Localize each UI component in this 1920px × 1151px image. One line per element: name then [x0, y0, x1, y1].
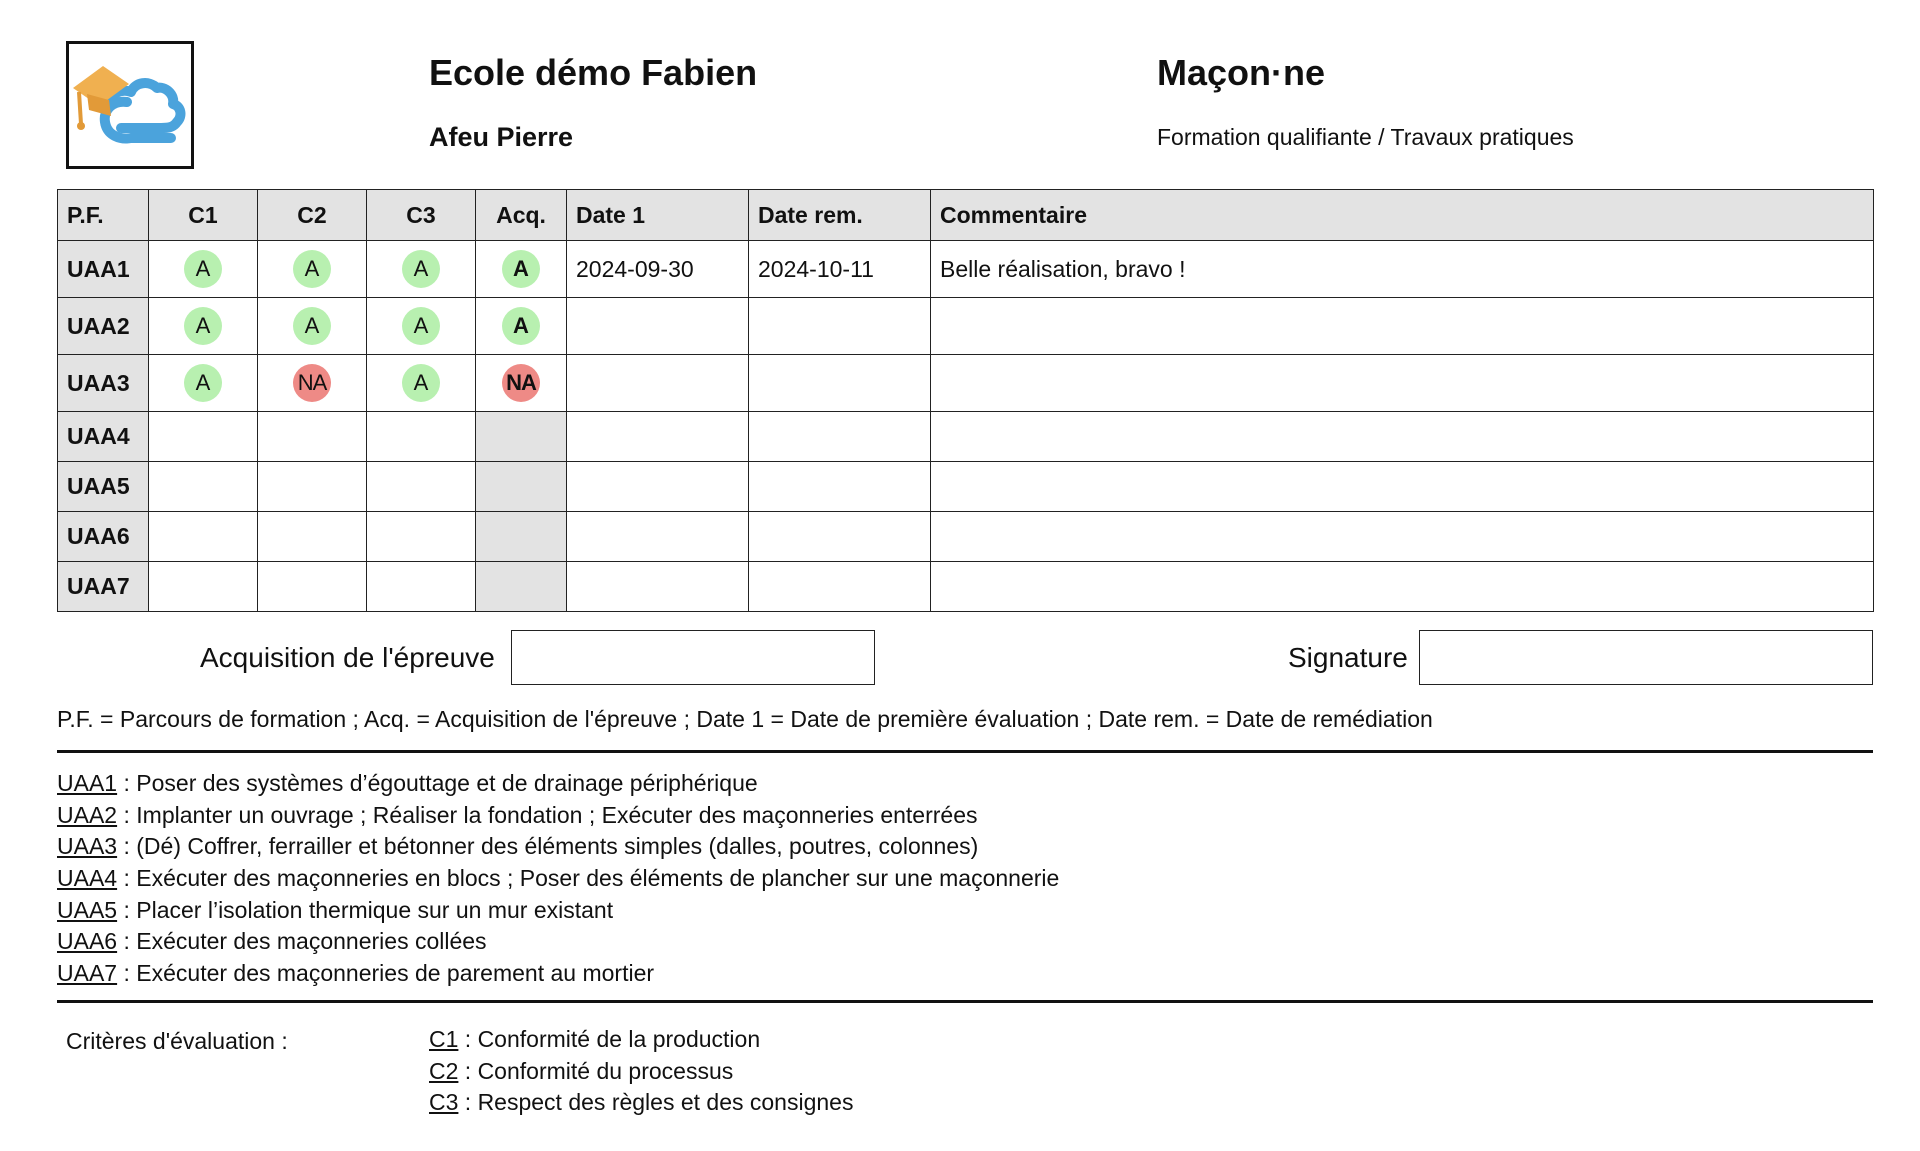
c1-cell[interactable] [149, 562, 258, 612]
c1-cell[interactable] [149, 355, 258, 412]
date1-cell[interactable] [567, 462, 749, 512]
daterem-cell[interactable] [749, 298, 931, 355]
uaa-text: : Placer l’isolation thermique sur un mur existant [117, 896, 614, 923]
acq-cell[interactable] [476, 512, 567, 562]
uaa-code: UAA7 [57, 960, 118, 987]
c1-cell[interactable] [149, 512, 258, 562]
status-badge: A [293, 307, 331, 345]
comment-cell[interactable] [931, 562, 1874, 612]
c3-cell[interactable] [367, 241, 476, 298]
list-item [57, 800, 1059, 832]
status-badge: A [184, 364, 222, 402]
list-item [57, 768, 1059, 800]
table-row [58, 462, 1874, 512]
date1-cell[interactable] [567, 355, 749, 412]
c2-cell[interactable] [258, 298, 367, 355]
header-acq: Acq. [476, 190, 567, 241]
pf-cell: UAA7 [58, 562, 149, 612]
acquisition-label: Acquisition de l'épreuve [200, 642, 495, 673]
criterion-text: : Respect des règles et des consignes [458, 1089, 854, 1116]
c1-cell[interactable] [149, 412, 258, 462]
criterion-text: : Conformité du processus [458, 1057, 734, 1084]
criterion-code: C3 [429, 1089, 459, 1116]
acquisition-field[interactable] [511, 630, 875, 685]
date1-cell[interactable] [567, 412, 749, 462]
uaa-text: : Exécuter des maçonneries collées [117, 928, 487, 955]
daterem-cell[interactable]: 2024-10-11 [749, 241, 931, 298]
signature-label: Signature [1288, 642, 1408, 673]
daterem-cell[interactable] [749, 562, 931, 612]
comment-cell[interactable] [931, 355, 1874, 412]
status-badge: NA [502, 364, 540, 402]
c2-cell[interactable] [258, 562, 367, 612]
header-c2: C2 [258, 190, 367, 241]
school-name: Ecole démo Fabien [429, 52, 758, 93]
uaa-text: : Exécuter des maçonneries en blocs ; Poser des éléments de plancher sur une maçonnerie [117, 865, 1060, 892]
pf-cell: UAA4 [58, 412, 149, 462]
trade-title: Maçon·ne [1157, 52, 1326, 93]
c1-cell[interactable] [149, 462, 258, 512]
list-item [429, 1056, 853, 1088]
header-c1: C1 [149, 190, 258, 241]
table-row [58, 298, 1874, 355]
uaa-description-list [57, 768, 1059, 990]
pf-cell: UAA3 [58, 355, 149, 412]
table-row [58, 562, 1874, 612]
uaa-text: : Poser des systèmes d’égouttage et de drainage périphérique [117, 770, 758, 796]
list-item [429, 1024, 853, 1056]
status-badge: NA [293, 364, 331, 402]
status-badge: A [402, 307, 440, 345]
status-badge: A [502, 250, 540, 288]
graduation-cloud-icon [69, 44, 191, 166]
header-daterem: Date rem. [749, 190, 931, 241]
status-badge: A [184, 250, 222, 288]
uaa-text: : (Dé) Coffrer, ferrailler et bétonner des éléments simples (dalles, poutres, colonnes) [117, 833, 979, 860]
criteria-title: Critères d'évaluation : [66, 1028, 288, 1054]
pf-cell: UAA5 [58, 462, 149, 512]
list-item [429, 1087, 853, 1119]
uaa-code: UAA3 [57, 833, 118, 860]
header-date1: Date 1 [567, 190, 749, 241]
comment-cell[interactable] [931, 462, 1874, 512]
c3-cell[interactable] [367, 462, 476, 512]
c3-cell[interactable] [367, 562, 476, 612]
pf-cell: UAA2 [58, 298, 149, 355]
acq-cell[interactable] [476, 241, 567, 298]
daterem-cell[interactable] [749, 355, 931, 412]
abbreviation-legend: P.F. = Parcours de formation ; Acq. = Acquisition de l'épreuve ; Date 1 = Date de première évaluation ; Date rem. = Date de remédiation [57, 706, 1433, 732]
criterion-code: C2 [429, 1057, 459, 1084]
header-pf: P.F. [58, 190, 149, 241]
status-badge: A [402, 364, 440, 402]
table-row [58, 355, 1874, 412]
c2-cell[interactable] [258, 512, 367, 562]
header-comment: Commentaire [931, 190, 1874, 241]
uaa-code: UAA1 [57, 770, 118, 796]
divider [57, 1000, 1873, 1003]
status-badge: A [502, 307, 540, 345]
signature-field[interactable] [1419, 630, 1873, 685]
school-logo [66, 41, 194, 169]
criteria-list [429, 1024, 853, 1119]
c2-cell[interactable] [258, 462, 367, 512]
c3-cell[interactable] [367, 512, 476, 562]
date1-cell[interactable] [567, 512, 749, 562]
daterem-cell[interactable] [749, 512, 931, 562]
status-badge: A [184, 307, 222, 345]
criterion-code: C1 [429, 1026, 459, 1052]
list-item [57, 895, 1059, 927]
list-item [57, 863, 1059, 895]
acq-cell[interactable] [476, 562, 567, 612]
comment-cell[interactable] [931, 298, 1874, 355]
pf-cell: UAA1 [58, 241, 149, 298]
acq-cell[interactable] [476, 462, 567, 512]
header-c3: C3 [367, 190, 476, 241]
date1-cell[interactable] [567, 298, 749, 355]
uaa-code: UAA4 [57, 865, 118, 892]
table-row [58, 412, 1874, 462]
daterem-cell[interactable] [749, 412, 931, 462]
uaa-code: UAA2 [57, 801, 118, 828]
acq-cell[interactable] [476, 298, 567, 355]
c1-cell[interactable] [149, 298, 258, 355]
uaa-code: UAA5 [57, 896, 118, 923]
c2-cell[interactable] [258, 412, 367, 462]
date1-cell[interactable]: 2024-09-30 [567, 241, 749, 298]
c3-cell[interactable] [367, 355, 476, 412]
daterem-cell[interactable] [749, 462, 931, 512]
divider [57, 750, 1873, 753]
program-type: Formation qualifiante / Travaux pratiques [1157, 124, 1574, 150]
uaa-code: UAA6 [57, 928, 118, 955]
list-item [57, 831, 1059, 863]
uaa-text: : Implanter un ouvrage ; Réaliser la fondation ; Exécuter des maçonneries enterrées [117, 801, 978, 828]
list-item [57, 958, 1059, 990]
status-badge: A [402, 250, 440, 288]
uaa-text: : Exécuter des maçonneries de parement au mortier [117, 960, 655, 987]
comment-cell[interactable] [931, 512, 1874, 562]
c2-cell[interactable] [258, 241, 367, 298]
c2-cell[interactable] [258, 355, 367, 412]
table-row [58, 512, 1874, 562]
pf-cell: UAA6 [58, 512, 149, 562]
student-name: Afeu Pierre [429, 122, 574, 152]
comment-cell[interactable]: Belle réalisation, bravo ! [931, 241, 1874, 298]
evaluation-table [57, 189, 1874, 612]
table-header-row [58, 190, 1874, 241]
c1-cell[interactable] [149, 241, 258, 298]
c3-cell[interactable] [367, 298, 476, 355]
c3-cell[interactable] [367, 412, 476, 462]
status-badge: A [293, 250, 331, 288]
comment-cell[interactable] [931, 412, 1874, 462]
date1-cell[interactable] [567, 562, 749, 612]
criterion-text: : Conformité de la production [458, 1026, 761, 1052]
acq-cell[interactable] [476, 355, 567, 412]
table-row [58, 241, 1874, 298]
list-item [57, 926, 1059, 958]
acq-cell[interactable] [476, 412, 567, 462]
